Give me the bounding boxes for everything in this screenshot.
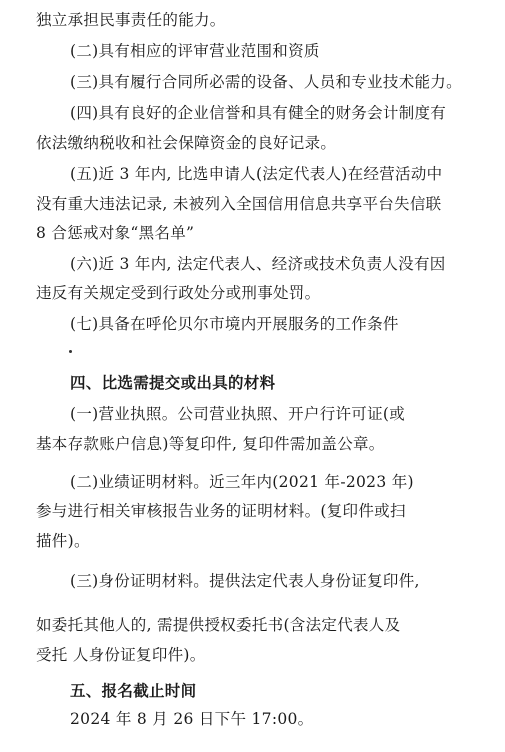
text-line: 没有重大违法记录, 未被列入全国信用信息共享平台失信联 [36, 195, 442, 213]
text-line: (七)具备在呼伦贝尔市境内开展服务的工作条件 [70, 315, 399, 333]
text-line: 2024 年 8 月 26 日下午 17:00。 [70, 710, 314, 728]
text-line: (三)具有履行合同所必需的设备、人员和专业技术能力。 [70, 73, 462, 91]
text-line: (五)近 3 年内, 比选申请人(法定代表人)在经营活动中 [70, 165, 443, 183]
text-line: 违反有关规定受到行政处分或刑事处罚。 [36, 284, 321, 302]
text-line: 依法缴纳税收和社会保障资金的良好记录。 [36, 134, 337, 152]
text-line: 参与进行相关审核报告业务的证明材料。(复印件或扫 [36, 502, 406, 520]
stray-mark [69, 350, 72, 353]
section-heading: 五、报名截止时间 [70, 682, 197, 700]
text-line: 受托 人身份证复印件)。 [36, 646, 206, 664]
text-line: 基本存款账户信息)等复印件, 复印件需加盖公章。 [36, 435, 385, 453]
text-line: 描件)。 [36, 532, 90, 550]
text-line: (二)业绩证明材料。近三年内(2021 年-2023 年) [70, 473, 414, 491]
text-line: (二)具有相应的评审营业范围和资质 [70, 42, 320, 60]
text-line: (六)近 3 年内, 法定代表人、经济或技术负责人没有因 [70, 255, 446, 273]
text-line: (三)身份证明材料。提供法定代表人身份证复印件, [70, 572, 420, 590]
text-line: 如委托其他人的, 需提供授权委托书(含法定代表人及 [36, 616, 401, 634]
text-line: 独立承担民事责任的能力。 [36, 11, 226, 29]
text-line: (四)具有良好的企业信誉和具有健全的财务会计制度有 [70, 104, 447, 122]
section-heading: 四、比选需提交或出具的材料 [70, 374, 276, 392]
text-line: 8 合惩戒对象“黑名单” [36, 224, 195, 242]
text-line: (一)营业执照。公司营业执照、开户行许可证(或 [70, 405, 406, 423]
